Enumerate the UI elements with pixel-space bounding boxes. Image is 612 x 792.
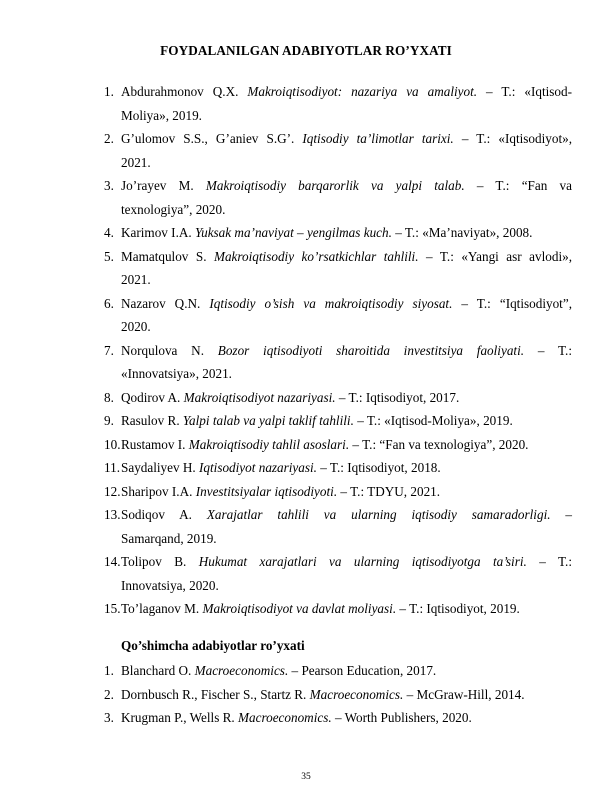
reference-work-title: Macroeconomics. bbox=[238, 710, 332, 725]
reference-line bbox=[121, 221, 572, 245]
reference-segment: Moliya», 2019. bbox=[121, 107, 202, 123]
reference-text bbox=[121, 503, 572, 550]
reference-entry bbox=[104, 597, 572, 621]
reference-segment: – T.: Iqtisodiyot, 2019. bbox=[396, 601, 520, 616]
reference-work-title: Xarajatlar tahlili va ularning iqtisodiy samaradorligi. bbox=[206, 507, 551, 522]
reference-line bbox=[121, 433, 572, 457]
reference-segment: Innovatsiya, 2020. bbox=[121, 577, 219, 593]
reference-segment: – Worth Publishers, 2020. bbox=[331, 710, 472, 725]
reference-segment: Krugman P., Wells R. bbox=[121, 710, 239, 725]
reference-line bbox=[121, 574, 572, 598]
reference-entry bbox=[104, 339, 572, 386]
reference-segment: – T.: Iqtisodiyot, 2017. bbox=[335, 389, 460, 405]
reference-segment: Saydaliyev H. bbox=[121, 460, 200, 475]
reference-line bbox=[121, 292, 572, 316]
reference-segment: – T.: Iqtisodiyot, 2018. bbox=[316, 460, 441, 475]
reference-segment: – T.: “Fan va texnologiya”, 2020. bbox=[349, 436, 529, 452]
reference-work-title: Investitsiyalar iqtisodiyoti. bbox=[195, 483, 338, 499]
reference-line bbox=[121, 245, 572, 269]
reference-line bbox=[121, 409, 572, 433]
reference-segment: Norqulova N. bbox=[121, 342, 218, 358]
reference-number: 1. bbox=[104, 663, 114, 678]
reference-entry bbox=[104, 245, 572, 292]
page-number: 35 bbox=[301, 772, 311, 782]
reference-line bbox=[121, 550, 572, 574]
reference-segment: Qodirov A. bbox=[121, 389, 184, 405]
reference-text bbox=[121, 659, 572, 683]
reference-entry bbox=[104, 80, 572, 127]
reference-work-title: Macroeconomics. bbox=[194, 663, 289, 678]
reference-segment: – T.: «Iqtisod- bbox=[477, 84, 572, 99]
reference-number: 3. bbox=[104, 178, 114, 193]
reference-line bbox=[121, 315, 572, 339]
reference-segment: Abdurahmonov Q.X. bbox=[121, 84, 248, 99]
reference-number: 4. bbox=[104, 225, 114, 240]
reference-entry bbox=[104, 174, 572, 221]
reference-work-title: Iqtisodiy o’sish va makroiqtisodiy siyosat. bbox=[209, 295, 453, 311]
reference-segment: Sharipov I.A. bbox=[121, 483, 196, 499]
reference-segment: – T.: bbox=[526, 554, 572, 569]
reference-line bbox=[121, 503, 572, 527]
reference-entry bbox=[104, 386, 572, 410]
reference-line bbox=[121, 597, 572, 621]
reference-number: 2. bbox=[104, 686, 114, 702]
reference-number: 13. bbox=[104, 507, 121, 522]
reference-number: 3. bbox=[104, 710, 114, 725]
reference-number: 11. bbox=[104, 460, 120, 475]
reference-entry bbox=[104, 456, 572, 480]
page-title: FOYDALANILGAN ADABIYOTLAR RO’YXATI bbox=[160, 43, 452, 58]
reference-work-title: Makroiqtisodiyot: nazariya va amaliyot. bbox=[247, 84, 478, 99]
reference-work-title: Makroiqtisodiy ko’rsatkichlar tahlili. bbox=[213, 248, 419, 264]
reference-number: 14. bbox=[104, 554, 121, 569]
reference-text bbox=[121, 433, 572, 457]
reference-segment: Mamatqulov S. bbox=[121, 248, 214, 264]
reference-text bbox=[121, 245, 572, 292]
reference-number: 7. bbox=[104, 342, 114, 358]
reference-line bbox=[121, 268, 572, 292]
reference-segment: Sodiqov A. bbox=[121, 507, 207, 522]
reference-segment: Rasulov R. bbox=[121, 413, 183, 428]
reference-line bbox=[121, 151, 572, 175]
reference-entry bbox=[104, 221, 572, 245]
reference-text bbox=[121, 550, 572, 597]
reference-number: 15. bbox=[104, 601, 121, 616]
reference-line bbox=[121, 198, 572, 222]
reference-segment: – Pearson Education, 2017. bbox=[288, 663, 437, 678]
reference-text bbox=[121, 292, 572, 339]
reference-text bbox=[121, 456, 572, 480]
reference-segment: Blanchard O. bbox=[121, 663, 195, 678]
reference-text bbox=[121, 409, 572, 433]
reference-text bbox=[121, 480, 572, 504]
reference-segment: Rustamov I. bbox=[121, 436, 189, 452]
reference-segment: «Innovatsiya», 2021. bbox=[121, 366, 232, 381]
reference-text bbox=[121, 683, 572, 707]
reference-text bbox=[121, 706, 572, 730]
reference-work-title: Hukumat xarajatlari va ularning iqtisodiyotga ta’siri. bbox=[198, 554, 527, 569]
reference-number: 6. bbox=[104, 295, 114, 311]
reference-work-title: Makroiqtisodiy barqarorlik va yalpi talab. bbox=[205, 178, 465, 193]
reference-number: 1. bbox=[104, 84, 114, 99]
reference-segment: – T.: “Iqtisodiyot”, bbox=[452, 295, 572, 311]
reference-line bbox=[121, 456, 572, 480]
reference-entry bbox=[104, 127, 572, 174]
reference-work-title: Makroiqtisodiyot va davlat moliyasi. bbox=[202, 601, 397, 616]
reference-line bbox=[121, 480, 572, 504]
reference-entry bbox=[104, 503, 572, 550]
reference-segment: Samarqand, 2019. bbox=[121, 530, 217, 546]
reference-text bbox=[121, 339, 572, 386]
reference-segment: 2021. bbox=[121, 272, 151, 287]
reference-work-title: Yuksak ma’naviyat – yengilmas kuch. bbox=[194, 225, 392, 240]
reference-entry bbox=[104, 480, 572, 504]
reference-number: 12. bbox=[104, 483, 121, 499]
reference-number: 5. bbox=[104, 248, 114, 264]
reference-segment: – bbox=[550, 507, 573, 522]
reference-text bbox=[121, 386, 572, 410]
reference-text bbox=[121, 80, 572, 127]
reference-line bbox=[121, 362, 572, 386]
reference-segment: – T.: «Ma’naviyat», 2008. bbox=[391, 225, 533, 240]
reference-entry bbox=[104, 683, 572, 707]
reference-number: 2. bbox=[104, 131, 114, 146]
reference-number: 9. bbox=[104, 413, 114, 428]
reference-work-title: Makroiqtisodiy tahlil asoslari. bbox=[188, 436, 350, 452]
reference-segment: G’ulomov S.S., G’aniev S.G’. bbox=[121, 131, 303, 146]
reference-work-title: Iqtisodiy ta’limotlar tarixi. bbox=[302, 131, 454, 146]
reference-text bbox=[121, 174, 572, 221]
reference-segment: – T.: «Iqtisod-Moliya», 2019. bbox=[353, 413, 513, 428]
reference-line bbox=[121, 527, 572, 551]
reference-number: 10. bbox=[104, 436, 121, 452]
reference-line bbox=[121, 706, 572, 730]
reference-entry bbox=[104, 706, 572, 730]
additional-references-heading: Qo’shimcha adabiyotlar ro’yxati bbox=[121, 638, 305, 653]
reference-segment: Karimov I.A. bbox=[121, 225, 195, 240]
reference-line bbox=[121, 339, 572, 363]
reference-segment: – T.: «Yangi asr avlodi», bbox=[418, 248, 573, 264]
reference-line bbox=[121, 659, 572, 683]
reference-segment: Tolipov B. bbox=[121, 554, 199, 569]
reference-work-title: Yalpi talab va yalpi taklif tahlili. bbox=[182, 413, 354, 428]
reference-entry bbox=[104, 550, 572, 597]
reference-line bbox=[121, 683, 572, 707]
reference-segment: 2021. bbox=[121, 154, 151, 170]
reference-line bbox=[121, 127, 572, 151]
reference-segment: 2020. bbox=[121, 319, 151, 334]
reference-number: 8. bbox=[104, 389, 114, 405]
reference-work-title: Iqtisodiyot nazariyasi. bbox=[199, 460, 317, 475]
reference-segment: – T.: «Iqtisodiyot», bbox=[453, 131, 572, 146]
reference-segment: texnologiya”, 2020. bbox=[121, 201, 226, 217]
reference-segment: Nazarov Q.N. bbox=[121, 295, 210, 311]
reference-line bbox=[121, 80, 572, 104]
reference-segment: Jo’rayev M. bbox=[121, 178, 206, 193]
reference-segment: – T.: “Fan va bbox=[464, 178, 572, 193]
reference-line bbox=[121, 174, 572, 198]
reference-entry bbox=[104, 409, 572, 433]
reference-line bbox=[121, 104, 572, 128]
reference-text bbox=[121, 127, 572, 174]
reference-entry bbox=[104, 433, 572, 457]
reference-work-title: Macroeconomics. bbox=[309, 686, 404, 702]
reference-segment: – T.: bbox=[524, 342, 572, 358]
reference-segment: – McGraw-Hill, 2014. bbox=[403, 686, 525, 702]
reference-segment: Dornbusch R., Fischer S., Startz R. bbox=[121, 686, 310, 702]
reference-entry bbox=[104, 659, 572, 683]
reference-segment: – T.: TDYU, 2021. bbox=[337, 483, 441, 499]
reference-work-title: Makroiqtisodiyot nazariyasi. bbox=[183, 389, 336, 405]
reference-work-title: Bozor iqtisodiyoti sharoitida investitsiya faoliyati. bbox=[217, 342, 525, 358]
reference-entry bbox=[104, 292, 572, 339]
reference-text bbox=[121, 597, 572, 621]
reference-text bbox=[121, 221, 572, 245]
reference-segment: To’laganov M. bbox=[121, 601, 203, 616]
reference-line bbox=[121, 386, 572, 410]
